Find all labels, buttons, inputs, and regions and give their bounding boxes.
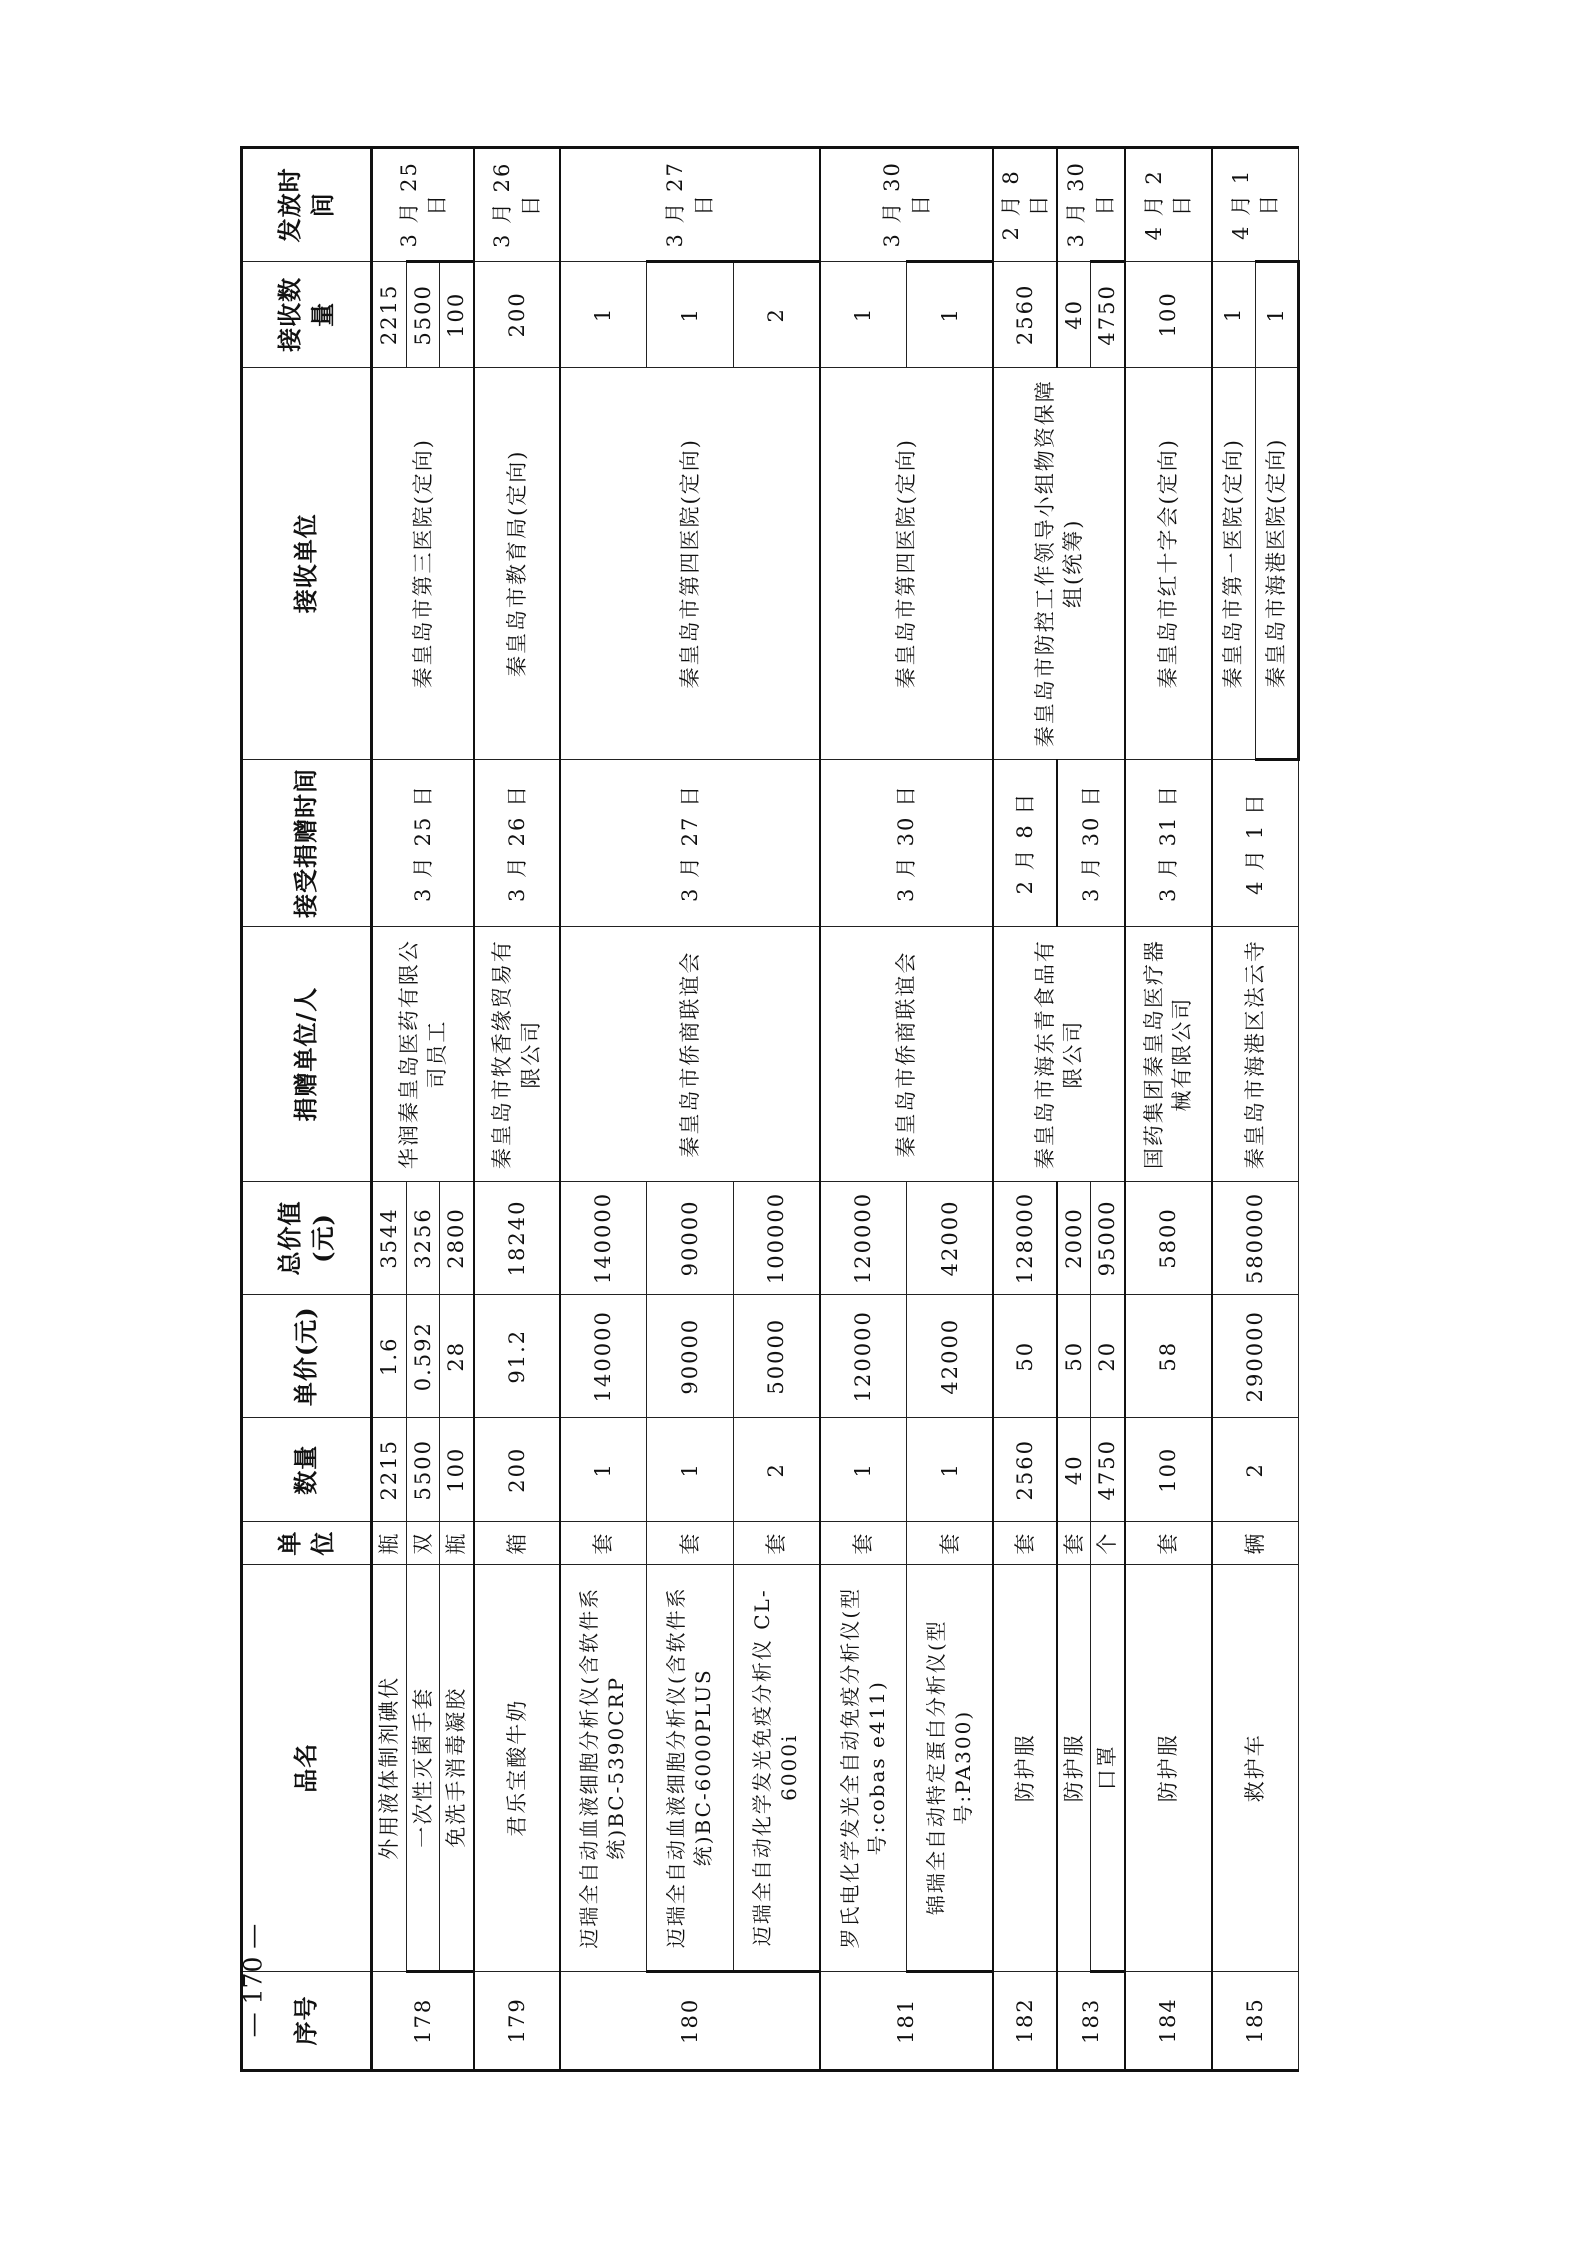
qty-cell: 40	[1057, 1418, 1091, 1522]
seq-cell: 181	[820, 1971, 994, 2070]
unit-cell: 套	[733, 1522, 820, 1565]
item-cell: 迈瑞全自动血液细胞分析仪(含软件系统)BC-6000PLUS	[646, 1564, 733, 1971]
qty-cell: 5500	[406, 1418, 440, 1522]
receive-time-cell: 3 月 27 日	[560, 759, 820, 927]
unit-cell: 双	[406, 1522, 440, 1565]
qty-cell: 1	[560, 1418, 647, 1522]
header-row	[242, 148, 372, 2071]
recv-qty-cell: 4750	[1091, 261, 1125, 367]
qty-cell: 2	[733, 1418, 820, 1522]
total-cell: 2800	[440, 1181, 474, 1295]
recipient-cell: 秦皇岛市第三医院(定向)	[372, 368, 474, 759]
unit-cell: 套	[1125, 1522, 1212, 1565]
issue-time-cell: 4 月 1 日	[1212, 148, 1299, 262]
donor-cell: 秦皇岛市侨商联谊会	[560, 927, 820, 1181]
item-cell: 迈瑞全自动化学发光免疫分析仪 CL-6000i	[733, 1564, 820, 1971]
item-cell: 免洗手消毒凝胶	[440, 1564, 474, 1971]
recv-qty-cell: 1	[560, 261, 647, 367]
header-donor: 捐赠单位/人	[242, 927, 372, 1181]
price-cell: 58	[1125, 1295, 1212, 1418]
qty-cell: 1	[646, 1418, 733, 1522]
total-cell: 3256	[406, 1181, 440, 1295]
price-cell: 1.6	[372, 1295, 407, 1418]
header-recipient: 接收单位	[242, 368, 372, 759]
donor-cell: 秦皇岛市海港区法云寺	[1212, 927, 1299, 1181]
unit-cell: 辆	[1212, 1522, 1299, 1565]
price-cell: 28	[440, 1295, 474, 1418]
recv-qty-cell: 100	[1125, 261, 1212, 367]
issue-time-cell: 3 月 30 日	[1057, 148, 1125, 262]
total-cell: 128000	[993, 1181, 1056, 1295]
recipient-cell: 秦皇岛市第四医院(定向)	[820, 368, 994, 759]
recv-qty-cell: 1	[820, 261, 907, 367]
seq-cell: 183	[1057, 1971, 1125, 2070]
donor-cell: 国药集团秦皇岛医疗器械有限公司	[1125, 927, 1212, 1181]
total-cell: 42000	[907, 1181, 994, 1295]
total-cell: 95000	[1091, 1181, 1125, 1295]
total-cell: 2000	[1057, 1181, 1091, 1295]
total-cell: 100000	[733, 1181, 820, 1295]
total-cell: 140000	[560, 1181, 647, 1295]
table-row	[474, 148, 560, 2071]
table-row	[1212, 148, 1255, 2071]
donor-cell: 秦皇岛市侨商联谊会	[820, 927, 994, 1181]
donor-cell: 秦皇岛市海东青食品有限公司	[993, 927, 1125, 1181]
header-item: 品名	[242, 1564, 372, 1971]
unit-cell: 箱	[474, 1522, 560, 1565]
unit-cell: 瓶	[440, 1522, 474, 1565]
unit-cell: 套	[646, 1522, 733, 1565]
price-cell: 50000	[733, 1295, 820, 1418]
donor-cell: 华润秦皇岛医药有限公司员工	[372, 927, 474, 1181]
unit-cell: 套	[1057, 1522, 1091, 1565]
donation-table	[240, 146, 1300, 2072]
recipient-cell: 秦皇岛市红十字会(定向)	[1125, 368, 1212, 759]
page-number: — 170 —	[238, 1923, 268, 2038]
unit-cell: 个	[1091, 1522, 1125, 1565]
unit-cell: 套	[907, 1522, 994, 1565]
unit-cell: 瓶	[372, 1522, 407, 1565]
recipient-cell: 秦皇岛市海港医院(定向)	[1255, 368, 1298, 759]
item-cell: 防护服	[993, 1564, 1056, 1971]
qty-cell: 100	[440, 1418, 474, 1522]
issue-time-cell: 4 月 2 日	[1125, 148, 1212, 262]
price-cell: 50	[993, 1295, 1056, 1418]
table-row	[1125, 148, 1212, 2071]
header-issue-time: 发放时间	[242, 148, 372, 262]
seq-cell: 185	[1212, 1971, 1299, 2070]
unit-cell: 套	[820, 1522, 907, 1565]
recv-qty-cell: 5500	[406, 261, 440, 367]
recv-qty-cell: 1	[1212, 261, 1255, 367]
donor-cell: 秦皇岛市牧香缘贸易有限公司	[474, 927, 560, 1181]
price-cell: 120000	[820, 1295, 907, 1418]
issue-time-cell: 2 月 8 日	[993, 148, 1056, 262]
receive-time-cell: 3 月 31 日	[1125, 759, 1212, 927]
recv-qty-cell: 1	[646, 261, 733, 367]
table-row	[560, 148, 647, 2071]
recipient-cell: 秦皇岛市教育局(定向)	[474, 368, 560, 759]
header-price: 单价(元)	[242, 1295, 372, 1418]
receive-time-cell: 3 月 25 日	[372, 759, 474, 927]
item-cell: 一次性灭菌手套	[406, 1564, 440, 1971]
header-qty: 数量	[242, 1418, 372, 1522]
table-row	[372, 148, 407, 2071]
recv-qty-cell: 1	[907, 261, 994, 367]
recv-qty-cell: 1	[1255, 261, 1298, 367]
table-row	[993, 148, 1056, 2071]
price-cell: 90000	[646, 1295, 733, 1418]
seq-cell: 178	[372, 1971, 474, 2070]
unit-cell: 套	[560, 1522, 647, 1565]
seq-cell: 182	[993, 1971, 1056, 2070]
price-cell: 42000	[907, 1295, 994, 1418]
total-cell: 90000	[646, 1181, 733, 1295]
receive-time-cell: 3 月 26 日	[474, 759, 560, 927]
item-cell: 防护服	[1057, 1564, 1091, 1971]
recv-qty-cell: 40	[1057, 261, 1091, 367]
item-cell: 迈瑞全自动血液细胞分析仪(含软件系统)BC-5390CRP	[560, 1564, 647, 1971]
total-cell: 580000	[1212, 1181, 1299, 1295]
unit-cell: 套	[993, 1522, 1056, 1565]
header-seq: 序号	[242, 1971, 372, 2070]
recv-qty-cell: 2560	[993, 261, 1056, 367]
recipient-cell: 秦皇岛市第一医院(定向)	[1212, 368, 1255, 759]
recv-qty-cell: 2	[733, 261, 820, 367]
price-cell: 91.2	[474, 1295, 560, 1418]
receive-time-cell: 3 月 30 日	[1057, 759, 1125, 927]
receive-time-cell: 4 月 1 日	[1212, 759, 1299, 927]
price-cell: 20	[1091, 1295, 1125, 1418]
qty-cell: 2215	[372, 1418, 407, 1522]
qty-cell: 2560	[993, 1418, 1056, 1522]
table-row	[820, 148, 907, 2071]
issue-time-cell: 3 月 26 日	[474, 148, 560, 262]
price-cell: 290000	[1212, 1295, 1299, 1418]
total-cell: 18240	[474, 1181, 560, 1295]
issue-time-cell: 3 月 27 日	[560, 148, 820, 262]
total-cell: 5800	[1125, 1181, 1212, 1295]
qty-cell: 100	[1125, 1418, 1212, 1522]
issue-time-cell: 3 月 30 日	[820, 148, 994, 262]
issue-time-cell: 3 月 25 日	[372, 148, 474, 262]
header-recv-qty: 接收数量	[242, 261, 372, 367]
qty-cell: 200	[474, 1418, 560, 1522]
item-cell: 君乐宝酸牛奶	[474, 1564, 560, 1971]
receive-time-cell: 2 月 8 日	[993, 759, 1056, 927]
item-cell: 罗氏电化学发光全自动免疫分析仪(型号:cobas e411)	[820, 1564, 907, 1971]
recv-qty-cell: 100	[440, 261, 474, 367]
seq-cell: 179	[474, 1971, 560, 2070]
recipient-cell: 秦皇岛市第四医院(定向)	[560, 368, 820, 759]
recv-qty-cell: 200	[474, 261, 560, 367]
header-receive-time: 接受捐赠时间	[242, 759, 372, 927]
total-cell: 120000	[820, 1181, 907, 1295]
qty-cell: 1	[820, 1418, 907, 1522]
header-unit: 单位	[242, 1522, 372, 1565]
seq-cell: 180	[560, 1971, 820, 2070]
price-cell: 50	[1057, 1295, 1091, 1418]
header-total: 总价值(元)	[242, 1181, 372, 1295]
total-cell: 3544	[372, 1181, 407, 1295]
qty-cell: 2	[1212, 1418, 1299, 1522]
qty-cell: 4750	[1091, 1418, 1125, 1522]
seq-cell: 184	[1125, 1971, 1212, 2070]
item-cell: 防护服	[1125, 1564, 1212, 1971]
price-cell: 0.592	[406, 1295, 440, 1418]
item-cell: 锦瑞全自动特定蛋白分析仪(型号:PA300)	[907, 1564, 994, 1971]
qty-cell: 1	[907, 1418, 994, 1522]
item-cell: 口罩	[1091, 1564, 1125, 1971]
rotated-page	[240, 146, 1300, 2072]
price-cell: 140000	[560, 1295, 647, 1418]
recipient-cell: 秦皇岛市防控工作领导小组物资保障组(统筹)	[993, 368, 1125, 759]
item-cell: 救护车	[1212, 1564, 1299, 1971]
receive-time-cell: 3 月 30 日	[820, 759, 994, 927]
recv-qty-cell: 2215	[372, 261, 407, 367]
item-cell: 外用液体制剂碘伏	[372, 1564, 407, 1971]
